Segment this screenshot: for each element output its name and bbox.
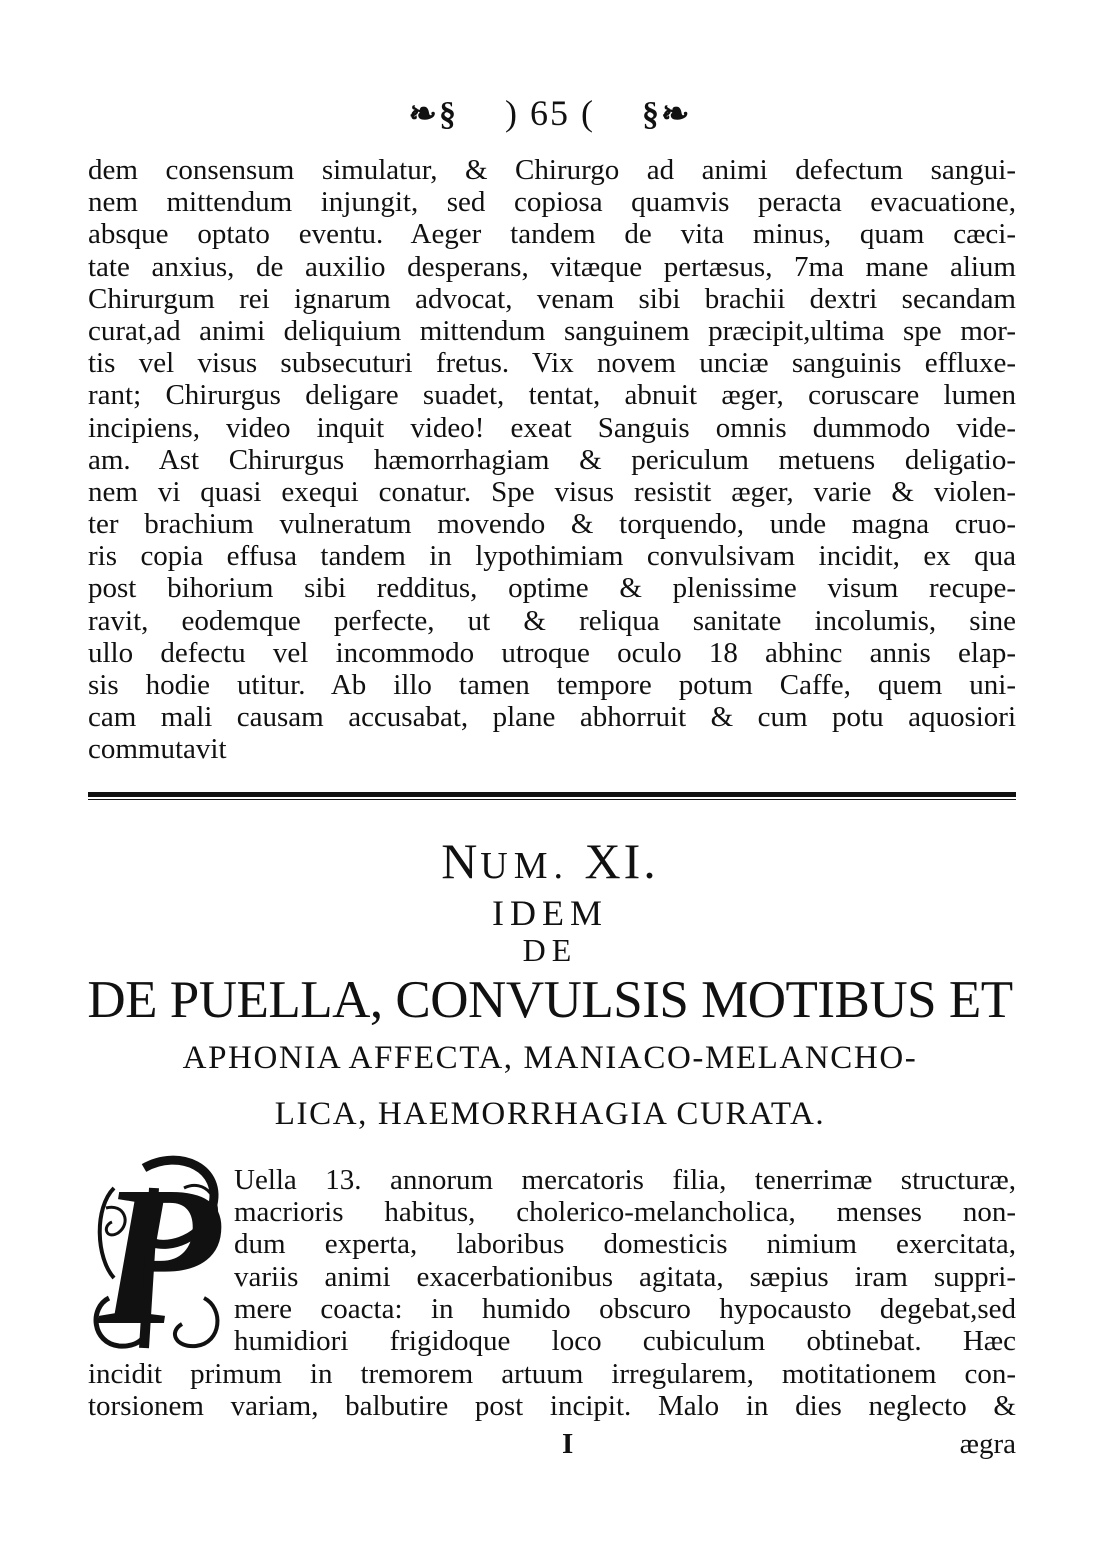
text-line: ris copia effusa tandem in lypothimiam convulsivam incidit, ex qua bbox=[88, 540, 1016, 573]
catchword: ægra bbox=[959, 1428, 1016, 1460]
text-line: macrioris habitus, cholerico-melancholica, menses non- bbox=[234, 1196, 1016, 1229]
section-rule bbox=[88, 792, 1016, 797]
signature-mark: I bbox=[562, 1428, 574, 1460]
indented-paragraph bbox=[234, 1164, 1016, 1357]
text-line: variis animi exacerbationibus agitata, sæpius iram suppri- bbox=[234, 1260, 1016, 1293]
section-title-line2: APHONIA AFFECTA, MANIACO-MELANCHO- bbox=[182, 1040, 918, 1076]
text-line: cam mali causam accusabat, plane abhorruit & cum potu aquosiori bbox=[88, 701, 1016, 734]
text-line: Chirurgum rei ignarum advocat, venam sibi brachii dextri secandam bbox=[88, 282, 1016, 315]
drop-cap-letter: P bbox=[97, 1148, 221, 1358]
num-value: XI. bbox=[584, 833, 659, 889]
section-title-line1: DE PUELLA, CONVULSIS MOTIBUS ET bbox=[87, 971, 1013, 1029]
text-line: incipiens, video inquit video! exeat Sanguis omnis dummodo vide- bbox=[88, 411, 1016, 444]
text-line: Uella 13. annorum mercatoris filia, tenerrimæ structuræ, bbox=[234, 1164, 1016, 1196]
text-line: nem mittendum injungit, sed copiosa quamvis peracta evacuatione, bbox=[88, 186, 1016, 219]
text-line: ravit, eodemque perfecte, ut & reliqua sanitate incolumis, sine bbox=[88, 604, 1016, 637]
text-line: ullo defectu vel incommodo utroque oculo 18 abhinc annis elap- bbox=[88, 636, 1016, 669]
text-line: torsionem variam, balbutire post incipit. Malo in dies neglecto & bbox=[88, 1390, 1016, 1423]
left-ornament: ❧§ bbox=[408, 96, 458, 133]
text-line: am. Ast Chirurgus hæmorrhagiam & periculum metuens deligatio- bbox=[88, 443, 1016, 476]
text-line: dem consensum simulatur, & Chirurgo ad animi defectum sangui- bbox=[88, 154, 1016, 186]
running-head bbox=[0, 92, 1100, 134]
text-line: humidiori frigidoque loco cubiculum obtinebat. Hæc bbox=[234, 1324, 1016, 1357]
idem-heading: IDEM bbox=[492, 893, 608, 933]
text-line: post bihorium sibi redditus, optime & plenissime visum recupe- bbox=[88, 572, 1016, 605]
num-label-initial: N bbox=[441, 833, 481, 889]
text-line: commutavit bbox=[88, 733, 227, 766]
text-line: rant; Chirurgus deligare suadet, tentat, abnuit æger, coruscare lumen bbox=[88, 379, 1016, 412]
section-number bbox=[0, 832, 1100, 890]
text-line: tate anxius, de auxilio desperans, vitæque pertæsus, 7ma mane alium bbox=[88, 250, 1016, 283]
text-line: dum experta, laboribus domesticis nimium exercitata, bbox=[234, 1228, 1016, 1261]
decorative-initial-p bbox=[84, 1148, 234, 1358]
text-line: mere coacta: in humido obscuro hypocausto degebat,sed bbox=[234, 1292, 1016, 1325]
num-label-rest: UM. bbox=[480, 845, 570, 887]
text-line: curat,ad animi deliquium mittendum sanguinem præcipit,ultima spe mor- bbox=[88, 314, 1016, 347]
text-line: absque optato eventu. Aeger tandem de vita minus, quam cæci- bbox=[88, 218, 1016, 251]
page-number: ) 65 ( bbox=[505, 93, 595, 133]
right-ornament: §❧ bbox=[641, 96, 692, 133]
text-line: nem vi quasi exequi conatur. Spe visus resistit æger, varie & violen- bbox=[88, 475, 1016, 508]
section-title-line3: LICA, HAEMORRHAGIA CURATA. bbox=[274, 1096, 826, 1132]
text-line: tis vel visus subsecuturi fretus. Vix novem unciæ sanguinis effluxe- bbox=[88, 347, 1016, 380]
section-rule-thin bbox=[88, 799, 1016, 800]
text-line: incidit primum in tremorem artuum irregularem, motitationem con- bbox=[88, 1358, 1016, 1390]
continued-paragraph bbox=[88, 1358, 1016, 1422]
top-paragraph bbox=[88, 154, 1016, 766]
text-line: sis hodie utitur. Ab illo tamen tempore potum Caffe, quem uni- bbox=[88, 669, 1016, 701]
text-line: ter brachium vulneratum movendo & torquendo, unde magna cruo- bbox=[88, 508, 1016, 541]
de-heading: DE bbox=[522, 932, 578, 968]
